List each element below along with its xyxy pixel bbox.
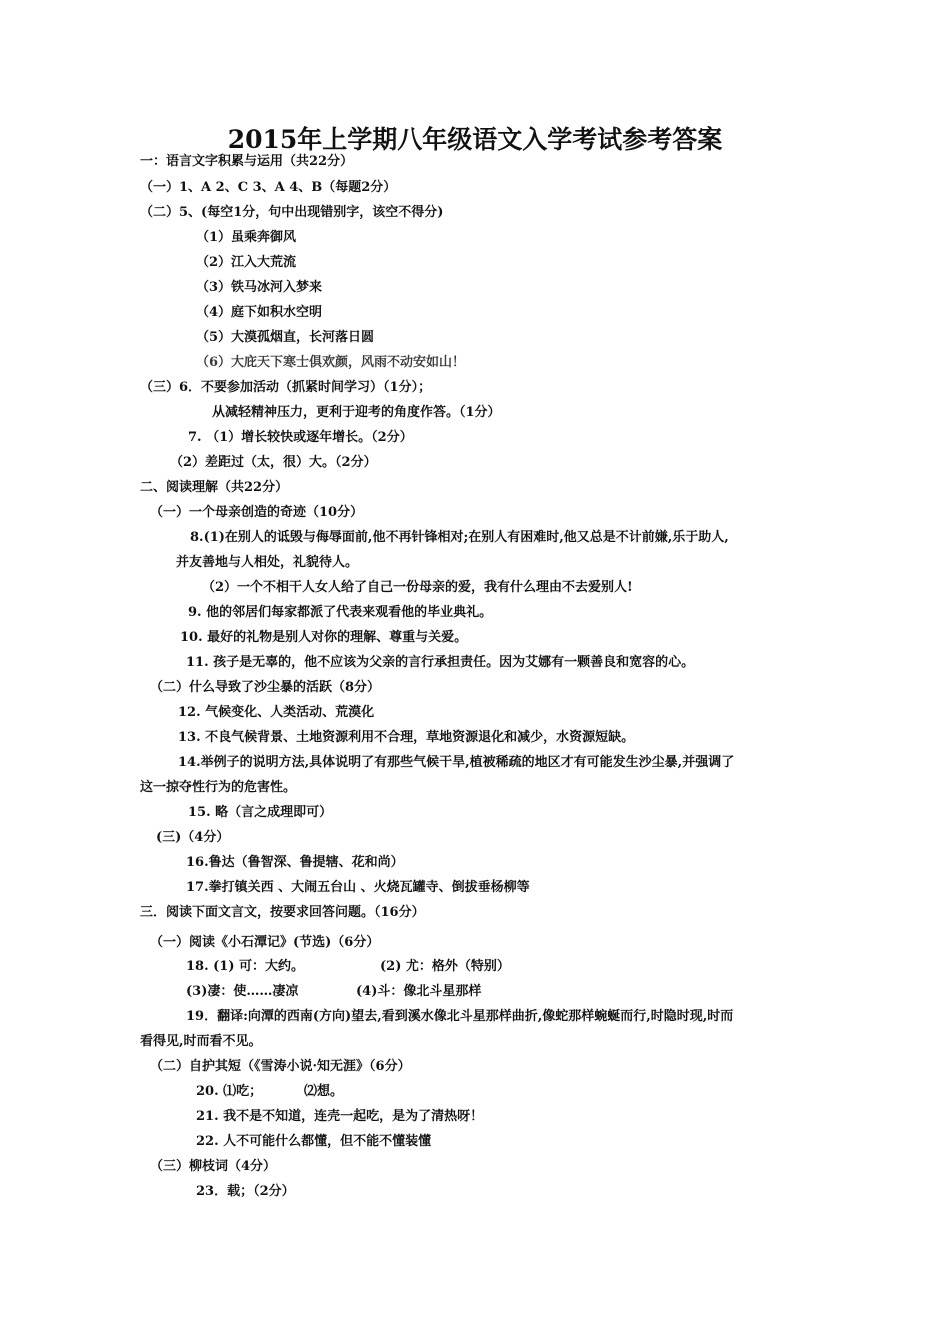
answer-line-5-1: （1）虽乘奔御风 [196,230,297,245]
passage-2-heading: （二）什么导致了沙尘暴的活跃（8分） [150,680,381,695]
answer-line-8-1-cont: 并友善地与人相处，礼貌待人。 [176,555,359,570]
section-1-heading: 一：语言文字积累与运用（共22分） [140,154,354,169]
answer-line-9: 9. 他的邻居们每家都派了代表来观看他的毕业典礼。 [188,605,493,620]
answer-line-20-2: ⑵想。 [304,1084,344,1099]
passage-1-heading: （一）一个母亲创造的奇迹（10分） [150,505,364,520]
answer-line-5-4: （4）庭下如积水空明 [196,305,323,320]
answer-line-19-cont: 看得见,时而看不见。 [140,1034,262,1049]
answer-line-7-1: 7. （1）增长较快或逐年增长。（2分） [188,430,413,445]
answer-line-5-5: （5）大漠孤烟直，长河落日圆 [196,330,375,345]
answer-line-6-cont: 从减轻精神压力，更利于迎考的角度作答。（1分） [212,405,501,420]
answer-line-5-6: （6）大庇天下寒士俱欢颜，风雨不动安如山！ [196,355,466,370]
answer-line-18-1: 18. (1) 可：大约。 [186,959,305,974]
section-3-heading: 三．阅读下面文言文，按要求回答问题。（16分） [140,905,425,920]
answer-line-17: 17.拳打镇关西 、大闹五台山 、火烧瓦罐寺、倒拔垂杨柳等 [186,880,530,895]
answer-line-8-1: 8.(1)在别人的诋毁与侮辱面前,他不再针锋相对;在别人有困难时,他又总是不计前嫌,乐于助人, [190,530,729,545]
answer-line-18-4: (4)斗：像北斗星那样 [356,984,482,999]
answer-line-10: 10. 最好的礼物是别人对你的理解、尊重与关爱。 [180,630,468,645]
section-2-heading: 二、阅读理解（共22分） [140,480,289,495]
classical-3-heading: （三）柳枝词（4分） [150,1159,277,1174]
answer-line-1-4: （一）1、A 2、C 3、A 4、B（每题2分） [140,180,397,195]
answer-line-7-2: （2）差距过（太，很）大。（2分） [170,455,377,470]
answer-line-18-3: (3)凄：使……凄凉 [186,984,299,999]
passage-3-heading: (三)（4分） [156,830,230,845]
answer-line-16: 16.鲁达（鲁智深、鲁提辖、花和尚） [186,855,404,870]
answer-line-19: 19．翻译:向潭的西南(方向)望去,看到溪水像北斗星那样曲折,像蛇那样蜿蜒而行,时隐时现,时而 [186,1009,734,1024]
answer-line-8-2: （2）一个不相干人女人给了自己一份母亲的爱，我有什么理由不去爱别人! [202,580,633,595]
answer-line-18-2: (2) 尤：格外（特别） [380,959,510,974]
answer-line-14-cont: 这一掠夺性行为的危害性。 [140,780,297,795]
page-title: 2015年上学期八年级语文入学考试参考答案 [227,125,723,154]
answer-line-23: 23．载；（2分） [196,1184,295,1199]
answer-line-11: 11. 孩子是无辜的，他不应该为父亲的言行承担责任。因为艾娜有一颗善良和宽容的心。 [186,655,695,670]
answer-line-21: 21. 我不是不知道，连壳一起吃，是为了清热呀！ [196,1109,484,1124]
answer-line-5-heading: （二）5、(每空1分，句中出现错别字，该空不得分) [140,205,444,220]
answer-line-5-2: （2）江入大荒流 [196,255,297,270]
answer-line-12: 12. 气候变化、人类活动、荒漠化 [178,705,375,720]
answer-line-5-3: （3）铁马冰河入梦来 [196,280,323,295]
answer-line-6: （三）6．不要参加活动（抓紧时间学习）（1分）； [140,380,432,395]
answer-line-13: 13. 不良气候背景、土地资源利用不合理，草地资源退化和减少，水资源短缺。 [178,730,635,745]
answer-line-20-1: 20. ⑴吃； [196,1084,263,1099]
answer-line-14: 14.举例子的说明方法,具体说明了有那些气候干旱,植被稀疏的地区才有可能发生沙尘暴,并强调了 [178,755,735,770]
answer-line-15: 15. 略（言之成理即可） [188,805,333,820]
answer-line-22: 22. 人不可能什么都懂，但不能不懂装懂 [196,1134,432,1149]
classical-2-heading: （二）自护其短（《雪涛小说·知无涯》（6分） [150,1059,411,1074]
classical-1-heading: （一）阅读《小石潭记》(节选)（6分） [150,935,380,950]
